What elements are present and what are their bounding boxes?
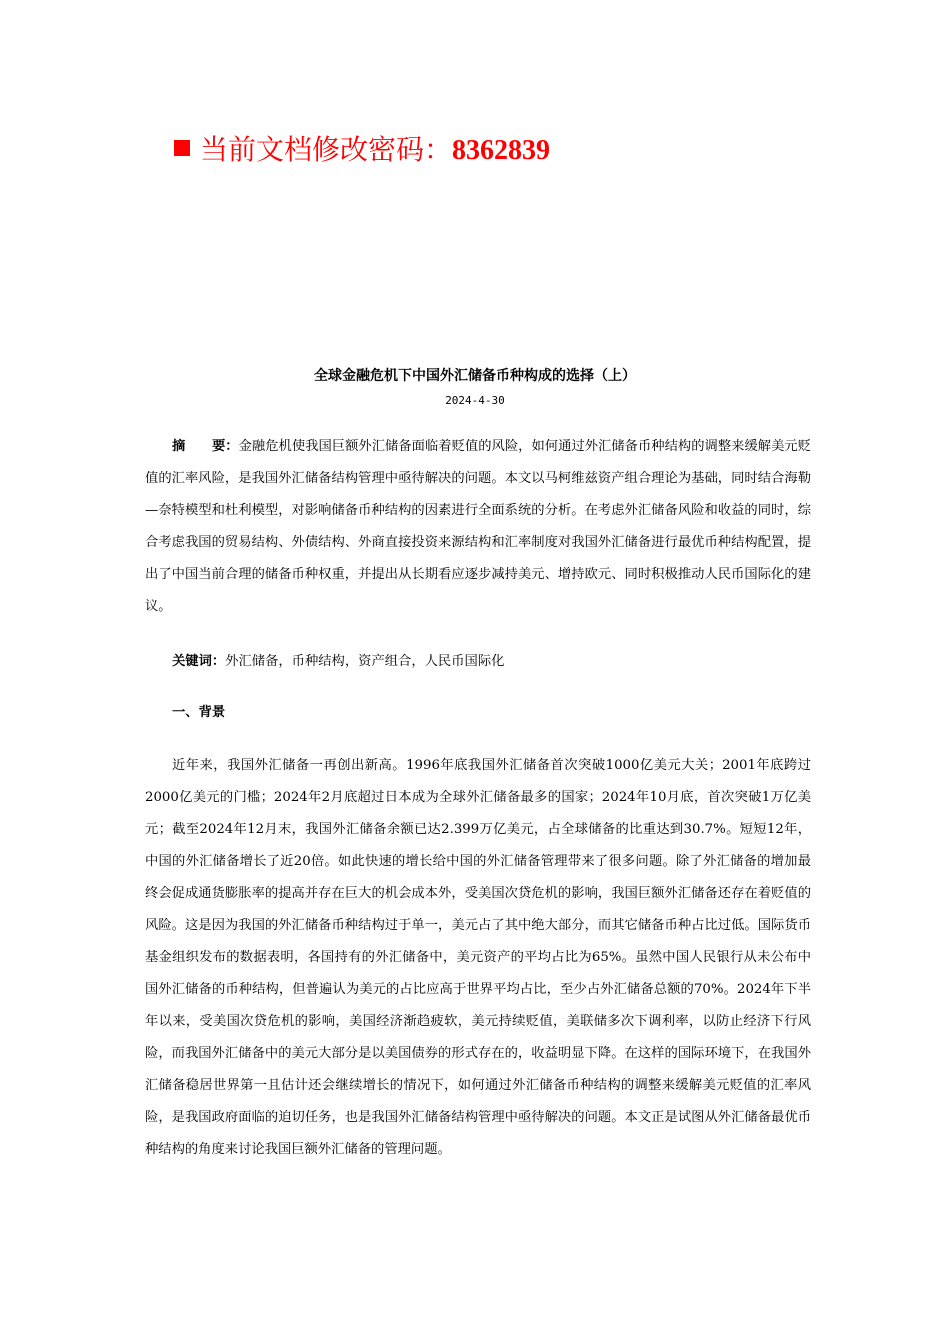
password-code: 8362839	[452, 135, 551, 166]
abstract-paragraph	[145, 431, 811, 623]
section-paragraph: 近年来，我国外汇储备一再创出新高。1996年底我国外汇储备首次突破1000亿美元大关；2001年底跨过2000亿美元的门槛；2024年2月底超过日本成为全球外汇储备最多的国家；2024年10月底，首次突破1万亿美元；截至2024年12月末，我国外汇储备余额已达2.399万亿美元，占全球储备的比重达到30.7%。短短12年，中国的外汇储备增长了近20倍。如此快速的增长给中国的外汇储备管理带来了很多问题。除了外汇储备的增加最终会促成通货膨胀率的提高并存在巨大的机会成本外，受美国次贷危机的影响，我国巨额外汇储备还存在着贬值的风险。这是因为我国的外汇储备币种结构过于单一，美元占了其中绝大部分，而其它储备币种占比过低。国际货币基金组织发布的数据表明，各国持有的外汇储备中，美元资产的平均占比为65%。虽然中国人民银行从未公布中国外汇储备的币种结构，但普遍认为美元的占比应高于世界平均占比，至少占外汇储备总额的70%。2024年下半年以来，受美国次贷危机的影响，美国经济渐趋疲软，美元持续贬值，美联储多次下调利率，以防止经济下行风险，而我国外汇储备中的美元大部分是以美国债券的形式存在的，收益明显下降。在这样的国际环境下，在我国外汇储备稳居世界第一且估计还会继续增长的情况下，如何通过外汇储备币种结构的调整来缓解美元贬值的汇率风险，是我国政府面临的迫切任务，也是我国外汇储备结构管理中亟待解决的问题。本文正是试图从外汇储备最优币种结构的角度来讨论我国巨额外汇储备的管理问题。	[145, 758, 811, 1157]
password-banner	[174, 130, 550, 171]
abstract-label: 摘 要：	[172, 439, 239, 454]
red-square-icon	[174, 140, 190, 156]
password-label: 当前文档修改密码：	[200, 133, 453, 166]
abstract-text: 金融危机使我国巨额外汇储备面临着贬值的风险，如何通过外汇储备币种结构的调整来缓解美元贬值的汇率风险，是我国外汇储备结构管理中亟待解决的问题。本文以马柯维兹资产组合理论为基础，同时结合海勒—奈特模型和杜利模型，对影响储备币种结构的因素进行全面系统的分析。在考虑外汇储备风险和收益的同时，综合考虑我国的贸易结构、外债结构、外商直接投资来源结构和汇率制度对我国外汇储备进行最优币种结构配置，提出了中国当前合理的储备币种权重，并提出从长期看应逐步减持美元、增持欧元、同时积极推动人民币国际化的建议。	[145, 439, 812, 614]
keywords-text: 外汇储备，币种结构，资产组合，人民币国际化	[225, 654, 505, 669]
keywords-label: 关键词：	[172, 654, 226, 669]
document-title: 全球金融危机下中国外汇储备币种构成的选择（上）	[314, 368, 636, 384]
keywords-paragraph	[145, 646, 811, 678]
section-heading: 一、背景	[172, 705, 226, 720]
document-date: 2024-4-30	[445, 394, 505, 407]
